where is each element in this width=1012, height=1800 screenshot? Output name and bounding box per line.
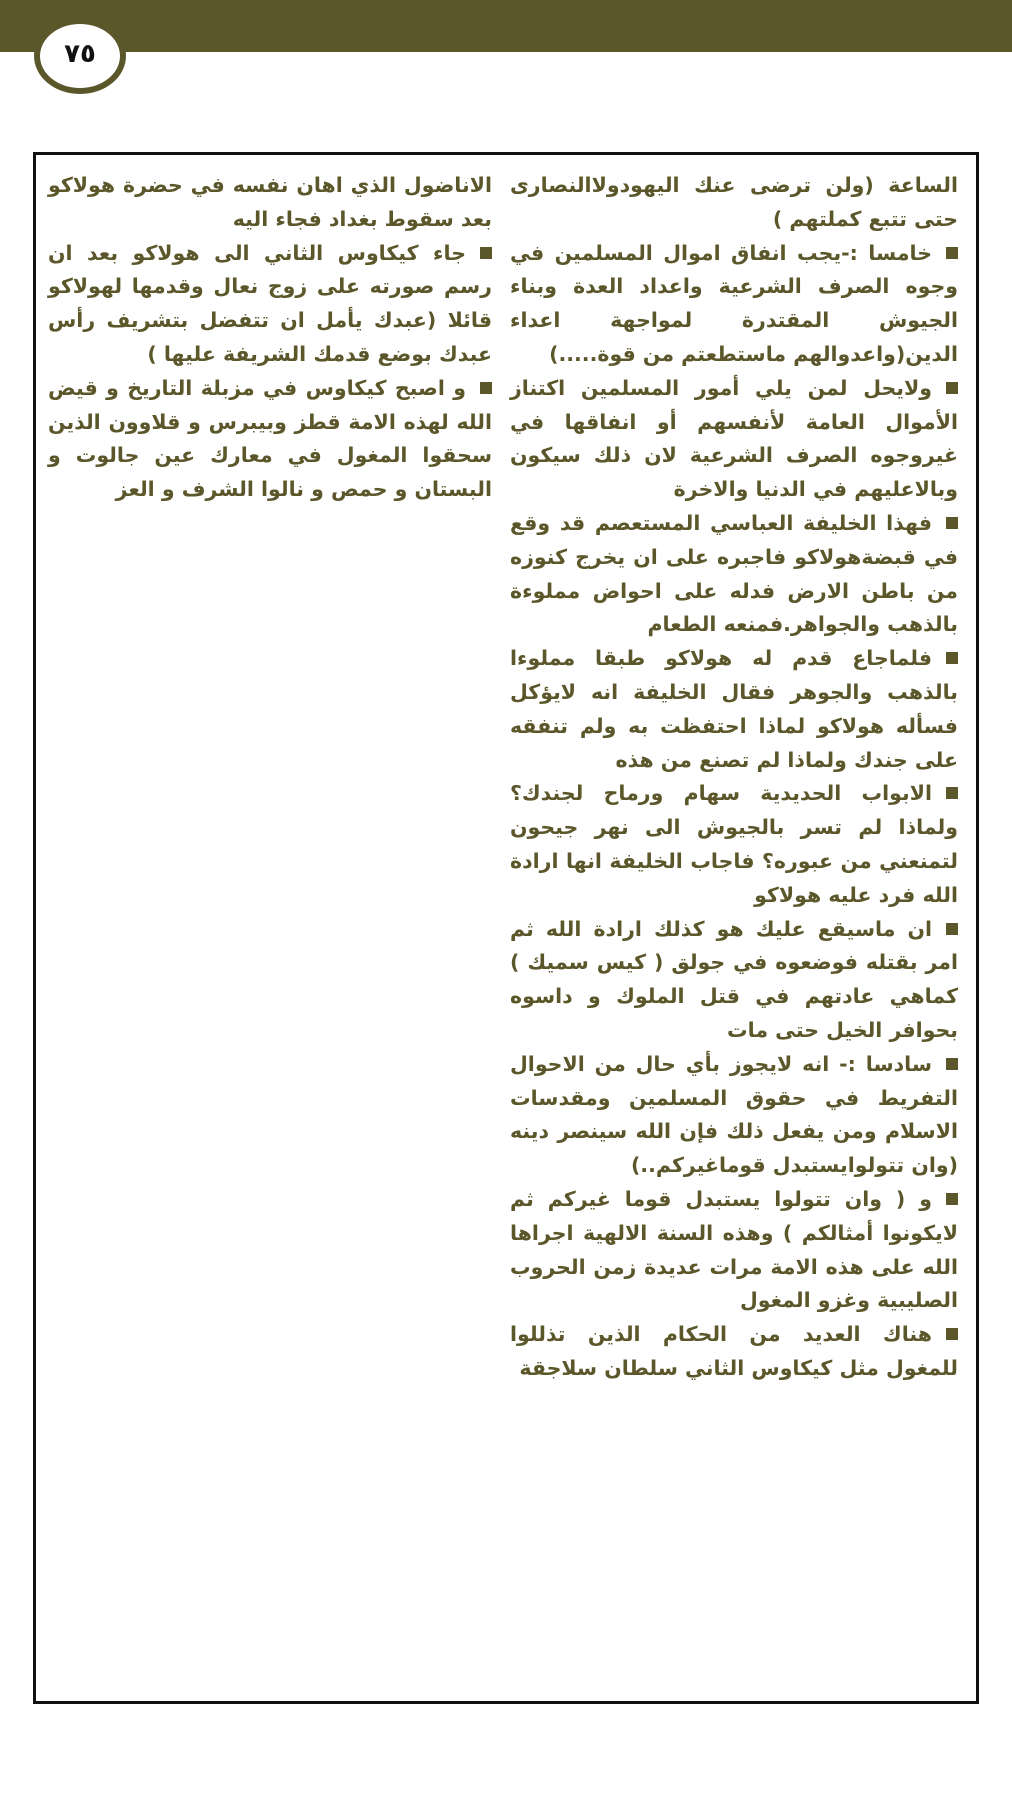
square-bullet-icon bbox=[946, 923, 958, 935]
paragraph-text: فهذا الخليفة العباسي المستعصم قد وقع في قبضةهولاكو فاجبره على ان يخرج كنوزه من باطن الارض فدله على احواض مملوءة بالذهب والجواهر.فمنعه الطعام bbox=[510, 510, 958, 637]
square-bullet-icon bbox=[946, 652, 958, 664]
paragraph-text: و اصبح كيكاوس في مزبلة التاريخ و قيض الله لهذه الامة قطز وبيبرس و قلاوون الذين سحقوا المغول في معارك عين جالوت و البستان و حمص و نالوا الشرف و العز bbox=[48, 375, 492, 502]
square-bullet-icon bbox=[946, 382, 958, 394]
square-bullet-icon bbox=[946, 1193, 958, 1205]
paragraph-text: ان ماسيقع عليك هو كذلك ارادة الله ثم امر بقتله فوضعوه في جولق ( كيس سميك ) كماهي عادتهم في قتل الملوك و داسوه بحوافر الخيل حتى مات bbox=[510, 916, 958, 1042]
paragraph bbox=[510, 1048, 958, 1183]
paragraph-text: خامسا :-يجب انفاق اموال المسلمين في وجوه الصرف الشرعية واعداد العدة وبناء الجيوش المقتدرة لمواجهة اعداء الدين(واعدوالهم ماستطعتم من قوة.....) bbox=[510, 240, 958, 366]
paragraph-text: سادسا :- انه لايجوز بأي حال من الاحوال التفريط في حقوق المسلمين ومقدسات الاسلام ومن يفعل ذلك فإن الله سينصر دينه (وان تتولوايستبدل قوماغيركم..) bbox=[510, 1051, 958, 1178]
paragraph bbox=[510, 1183, 958, 1318]
page-number: ٧٥ bbox=[64, 39, 96, 69]
square-bullet-icon bbox=[946, 1328, 958, 1340]
content-frame bbox=[33, 152, 979, 1704]
paragraph bbox=[48, 237, 492, 372]
paragraph bbox=[48, 169, 492, 237]
paragraph bbox=[510, 237, 958, 372]
square-bullet-icon bbox=[946, 1058, 958, 1070]
paragraph bbox=[510, 642, 958, 777]
paragraph bbox=[510, 372, 958, 507]
paragraph bbox=[510, 1318, 958, 1386]
paragraph bbox=[510, 507, 958, 642]
paragraph bbox=[510, 913, 958, 1048]
paragraph bbox=[510, 169, 958, 237]
page-number-badge bbox=[34, 18, 126, 94]
square-bullet-icon bbox=[480, 382, 492, 394]
paragraph-text: هناك العديد من الحكام الذين تذللوا للمغول مثل كيكاوس الثاني سلطان سلاجقة bbox=[510, 1322, 958, 1380]
header-band bbox=[0, 0, 1012, 52]
paragraph-text: جاء كيكاوس الثاني الى هولاكو بعد ان رسم صورته على زوج نعال وقدمها لهولاكو قائلا (عبدك يأمل ان تتفضل بتشريف رأس عبدك بوضع قدمك الشريفة عليها ) bbox=[48, 240, 492, 366]
paragraph-text: الاناضول الذي اهان نفسه في حضرة هولاكو بعد سقوط بغداد فجاء اليه bbox=[48, 173, 492, 231]
paragraph-text: الابواب الحديدية سهام ورماح لجندك؟ ولماذا لم تسر بالجيوش الى نهر جيحون لتمنعني من عبوره؟ فاجاب الخليفة انها ارادة الله فرد عليه هولاكو bbox=[510, 781, 958, 907]
paragraph-text: الساعة (ولن ترضى عنك اليهودولاالنصارى حتى تتبع كملتهم ) bbox=[510, 173, 958, 231]
paragraph-text: ولايحل لمن يلي أمور المسلمين اكتناز الأموال العامة لأنفسهم أو انفاقها في غيروجوه الصرف الشرعية لان ذلك سيكون وبالاعليهم في الدنيا والاخرة bbox=[510, 375, 958, 502]
right-column bbox=[510, 169, 958, 1386]
square-bullet-icon bbox=[946, 517, 958, 529]
paragraph bbox=[48, 372, 492, 507]
left-column bbox=[48, 169, 492, 507]
paragraph bbox=[510, 777, 958, 912]
paragraph-text: و ( وان تتولوا يستبدل قوما غيركم ثم لايكونوا أمثالكم ) وهذه السنة الالهية اجراها الله على هذه الامة مرات عديدة زمن الحروب الصليبية وغزو المغول bbox=[510, 1186, 958, 1313]
paragraph-text: فلماجاع قدم له هولاكو طبقا مملوءا بالذهب والجوهر فقال الخليفة انه لايؤكل فسأله هولاكو لماذا احتفظت به ولم تنفقه على جندك ولماذا لم تصنع من هذه bbox=[510, 646, 958, 772]
square-bullet-icon bbox=[946, 787, 958, 799]
square-bullet-icon bbox=[480, 247, 492, 259]
square-bullet-icon bbox=[946, 247, 958, 259]
